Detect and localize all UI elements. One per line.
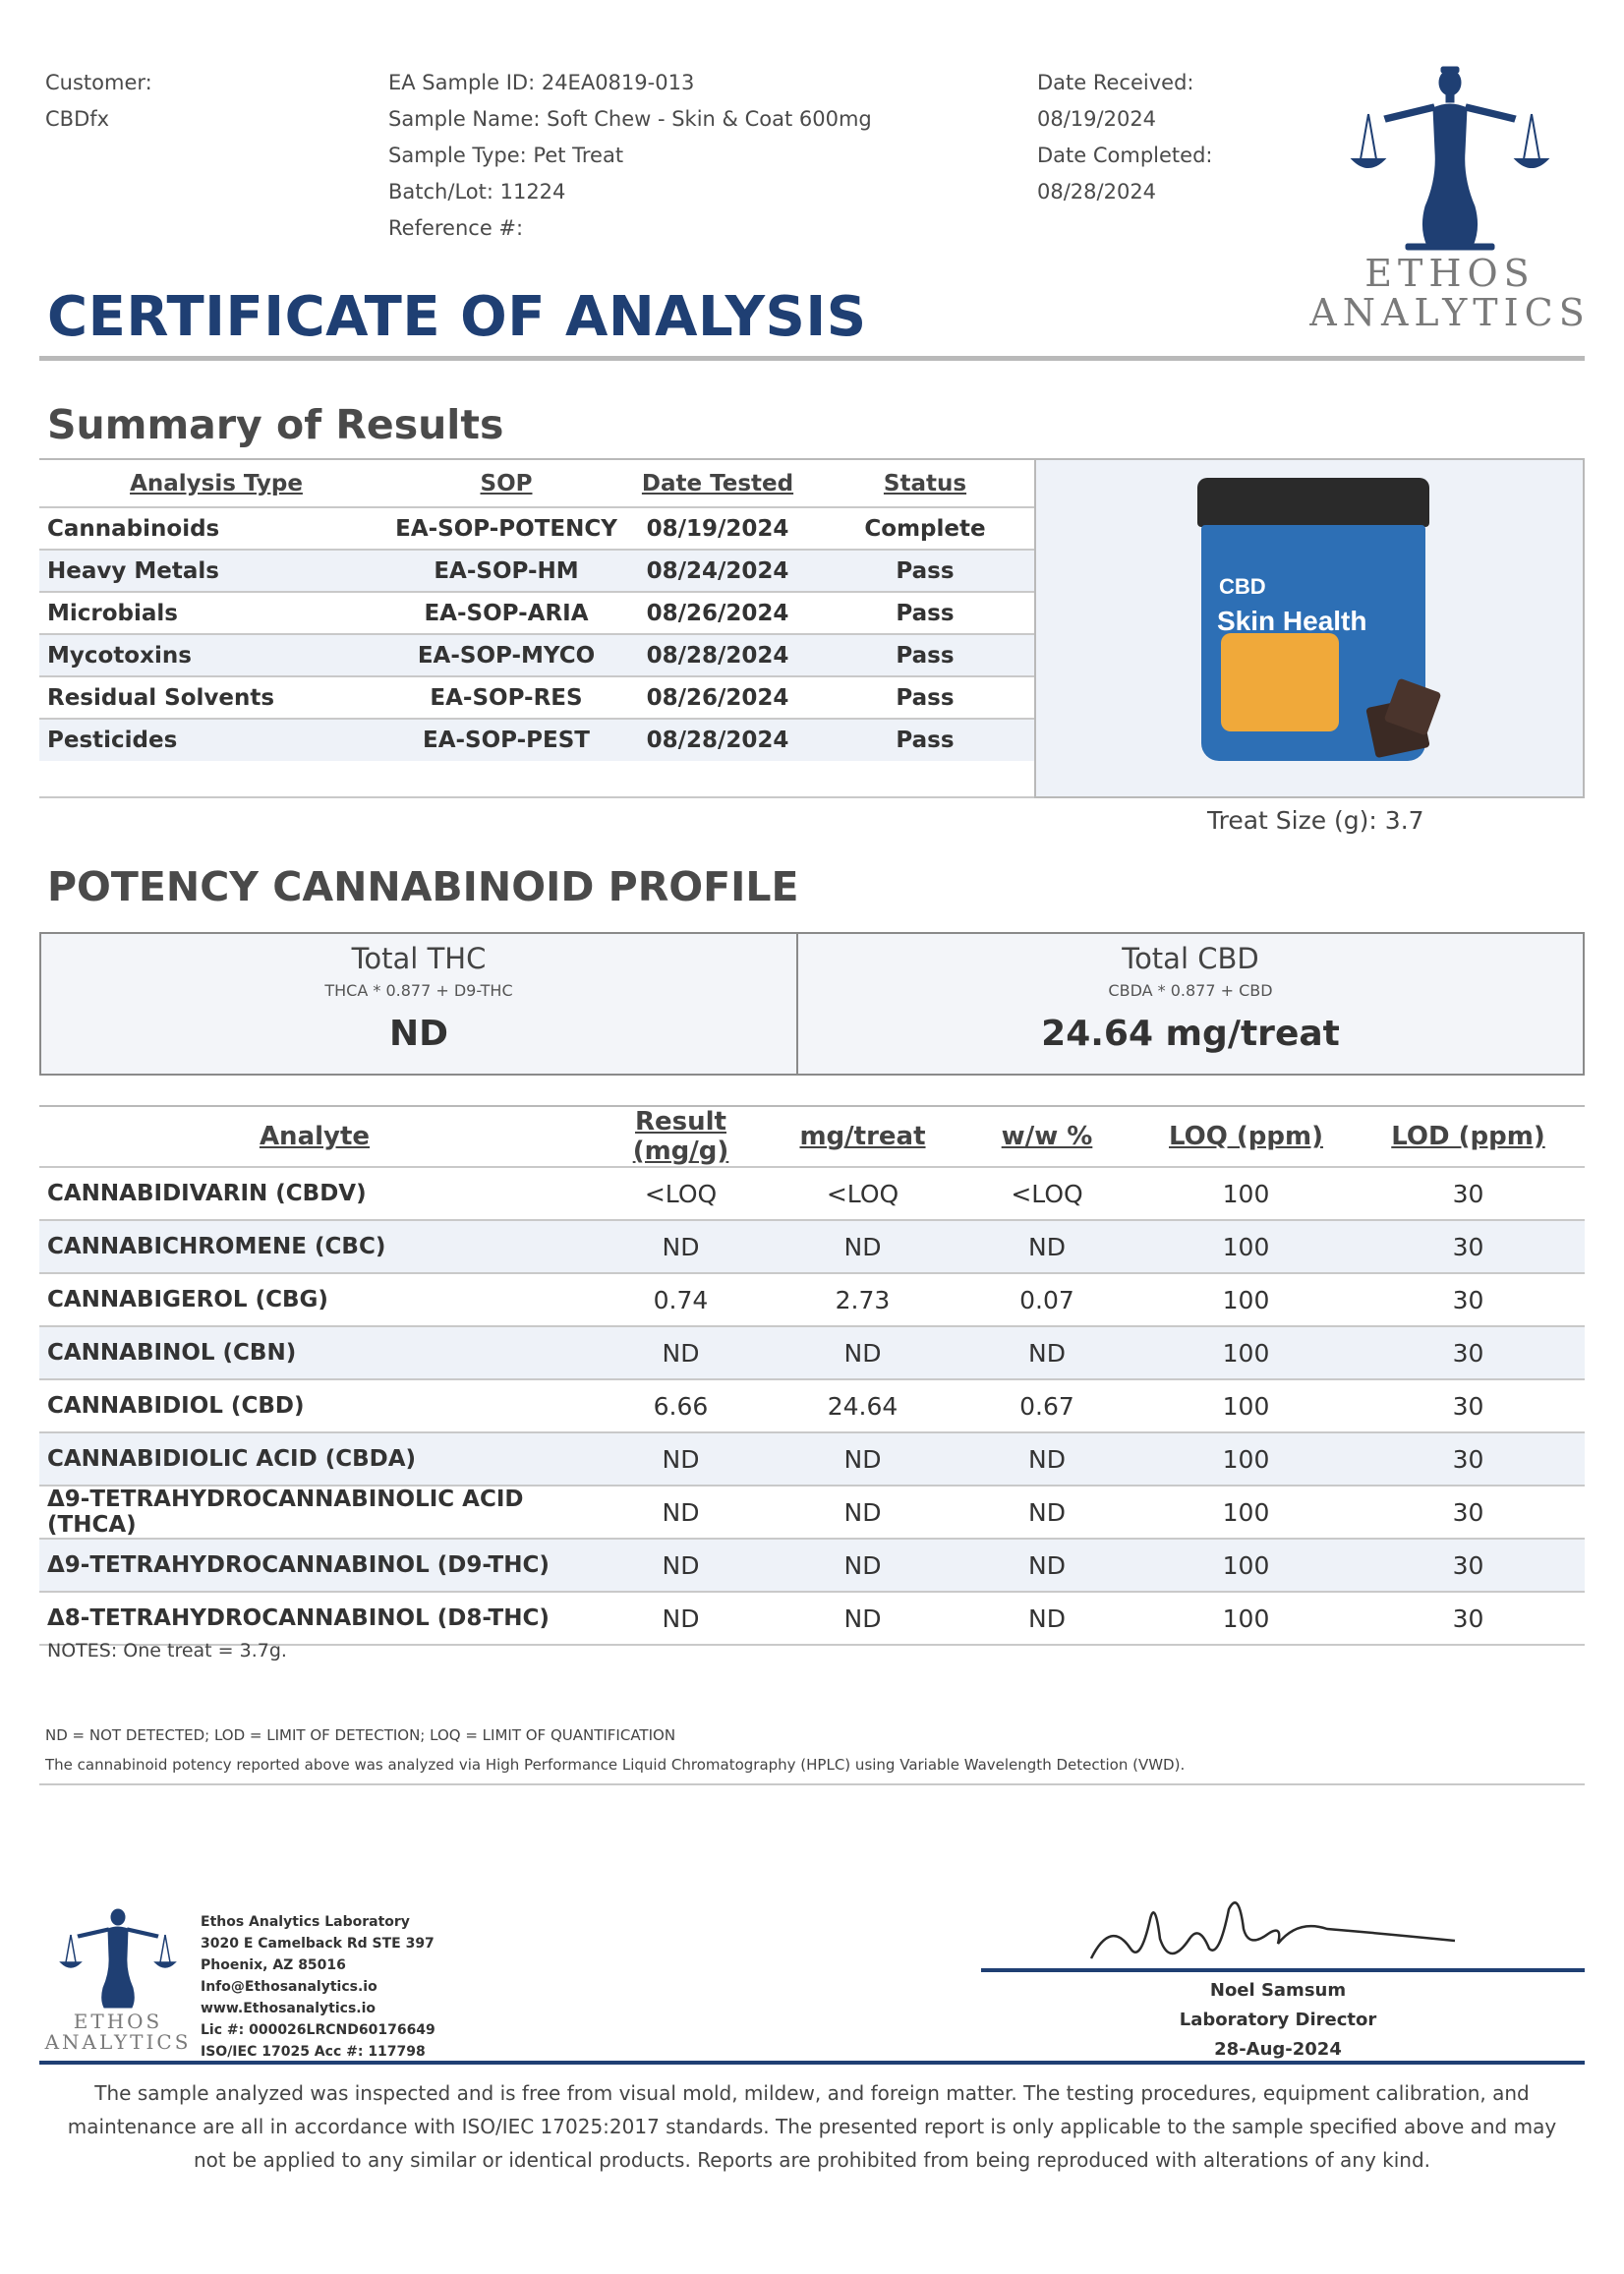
disclaimer-line2: maintenance are all in accordance with ISO/IEC 17025:2017 standards. The presented report is only applicable to the sample specified above and may: [67, 2115, 1557, 2138]
analyte-header: LOD (ppm): [1352, 1106, 1585, 1167]
ww-percent: <LOQ: [954, 1167, 1140, 1220]
date-completed: 08/28/2024: [1037, 180, 1157, 204]
justice-figure-icon: [39, 1905, 197, 2013]
logo-text: [1307, 254, 1593, 332]
disclaimer: [39, 2076, 1585, 2177]
table-row: [39, 1539, 1585, 1592]
dates-block: [1037, 65, 1212, 210]
table-row: [39, 507, 1034, 550]
mg-treat: ND: [772, 1326, 954, 1379]
logo-line2: ANALYTICS: [1309, 291, 1591, 334]
result-mg-g: ND: [590, 1326, 772, 1379]
mg-treat: <LOQ: [772, 1167, 954, 1220]
analyte-name: Δ8-TETRAHYDROCANNABINOL (D8-THC): [39, 1592, 590, 1645]
table-row: [39, 1167, 1585, 1220]
product-image-box: [1034, 458, 1585, 798]
sample-info-block: [388, 65, 872, 247]
method-note: The cannabinoid potency reported above was analyzed via High Performance Liquid Chromatography (HPLC) using Variable Wavelength Detection (VWD).: [45, 1756, 1186, 1774]
status: Pass: [816, 634, 1034, 676]
footer-logo: [39, 1905, 197, 2063]
summary-header: Analysis Type: [130, 470, 303, 496]
loq: 100: [1140, 1539, 1352, 1592]
analyte-name: CANNABIGEROL (CBG): [39, 1273, 590, 1326]
analyte-table: [39, 1105, 1585, 1646]
mg-treat: ND: [772, 1220, 954, 1273]
notes: NOTES: One treat = 3.7g.: [47, 1640, 287, 1662]
lab-name: Ethos Analytics Laboratory: [201, 1914, 410, 1930]
loq: 100: [1140, 1167, 1352, 1220]
footer-divider: [39, 2061, 1585, 2065]
table-row: [39, 592, 1034, 634]
table-row: [39, 676, 1034, 719]
analyte-name: CANNABIDIVARIN (CBDV): [39, 1167, 590, 1220]
analyte-header: Result (mg/g): [590, 1106, 772, 1167]
analyte-header: mg/treat: [772, 1106, 954, 1167]
result-mg-g: 6.66: [590, 1379, 772, 1432]
total-thc-box: [39, 932, 798, 1076]
analyte-header: Analyte: [39, 1106, 590, 1167]
loq: 100: [1140, 1273, 1352, 1326]
sample-name: Sample Name: Soft Chew - Skin & Coat 600mg: [388, 107, 872, 131]
table-row: [39, 1486, 1585, 1539]
justice-figure-icon: [1307, 61, 1593, 258]
signature-block: [1121, 1976, 1435, 2065]
total-cbd-label: Total CBD: [1122, 942, 1259, 975]
table-row: [39, 1326, 1585, 1379]
jar-brand: CBD: [1219, 574, 1266, 599]
lab-web: www.Ethosanalytics.io: [201, 2001, 377, 2016]
total-cbd-box: [796, 932, 1585, 1076]
analyte-name: CANNABINOL (CBN): [39, 1326, 590, 1379]
total-cbd-formula: CBDA * 0.877 + CBD: [1108, 981, 1273, 1000]
result-mg-g: ND: [590, 1486, 772, 1539]
total-thc-value: ND: [388, 1014, 448, 1054]
customer-block: [45, 65, 152, 138]
signer-role: Laboratory Director: [1179, 2010, 1377, 2030]
result-mg-g: ND: [590, 1432, 772, 1486]
table-row: [39, 1432, 1585, 1486]
ww-percent: ND: [954, 1592, 1140, 1645]
analyte-name: Δ9-TETRAHYDROCANNABINOLIC ACID (THCA): [39, 1486, 590, 1539]
potency-title: POTENCY CANNABINOID PROFILE: [47, 863, 799, 910]
sample-type: Sample Type: Pet Treat: [388, 144, 624, 167]
total-cbd-value: 24.64 mg/treat: [1041, 1014, 1340, 1054]
signature-scribble-icon: [1072, 1880, 1484, 1978]
lab-iso: ISO/IEC 17025 Acc #: 117798: [201, 2044, 426, 2060]
status: Complete: [816, 507, 1034, 550]
ww-percent: ND: [954, 1432, 1140, 1486]
sop: EA-SOP-HM: [393, 550, 619, 592]
loq: 100: [1140, 1432, 1352, 1486]
result-mg-g: ND: [590, 1539, 772, 1592]
treat-size: Treat Size (g): 3.7: [1207, 806, 1424, 835]
analysis-type: Heavy Metals: [39, 550, 393, 592]
customer-value: CBDfx: [45, 107, 110, 131]
ww-percent: ND: [954, 1220, 1140, 1273]
footer-logo-line1: ETHOS: [73, 2010, 163, 2033]
analyte-table-wrap: [39, 1105, 1585, 1646]
analyte-name: CANNABIDIOLIC ACID (CBDA): [39, 1432, 590, 1486]
mg-treat: 2.73: [772, 1273, 954, 1326]
reference: Reference #:: [388, 216, 524, 240]
table-row: [39, 1379, 1585, 1432]
lab-info-block: [201, 1911, 435, 2063]
mg-treat: ND: [772, 1432, 954, 1486]
lod: 30: [1352, 1486, 1585, 1539]
lod: 30: [1352, 1220, 1585, 1273]
lod: 30: [1352, 1432, 1585, 1486]
summary-table-wrap: [39, 458, 1034, 798]
batch-lot: Batch/Lot: 11224: [388, 180, 566, 204]
lab-address1: 3020 E Camelback Rd STE 397: [201, 1936, 435, 1952]
loq: 100: [1140, 1486, 1352, 1539]
sample-id: EA Sample ID: 24EA0819-013: [388, 71, 695, 94]
signature-date: 28-Aug-2024: [1214, 2039, 1342, 2060]
analysis-type: Residual Solvents: [39, 676, 393, 719]
summary-header: SOP: [480, 470, 533, 496]
signature-line: [981, 1968, 1585, 1972]
status: Pass: [816, 676, 1034, 719]
footer-logo-text: [39, 2012, 197, 2053]
table-row: [39, 634, 1034, 676]
lod: 30: [1352, 1326, 1585, 1379]
ww-percent: ND: [954, 1326, 1140, 1379]
ww-percent: 0.67: [954, 1379, 1140, 1432]
signature-image: [1072, 1880, 1484, 1978]
analysis-type: Mycotoxins: [39, 634, 393, 676]
lab-email: Info@Ethosanalytics.io: [201, 1979, 377, 1995]
mg-treat: ND: [772, 1486, 954, 1539]
status: Pass: [816, 719, 1034, 761]
customer-label: Customer:: [45, 71, 152, 94]
result-mg-g: <LOQ: [590, 1167, 772, 1220]
logo-line1: ETHOS: [1364, 252, 1536, 295]
jar-product-name: Skin Health: [1217, 606, 1367, 636]
sop: EA-SOP-ARIA: [393, 592, 619, 634]
table-row: [39, 1220, 1585, 1273]
mg-treat: ND: [772, 1592, 954, 1645]
summary-header: Status: [883, 470, 967, 496]
sop: EA-SOP-PEST: [393, 719, 619, 761]
date-completed-label: Date Completed:: [1037, 144, 1213, 167]
summary-header: Date Tested: [641, 470, 794, 496]
analyte-header: LOQ (ppm): [1140, 1106, 1352, 1167]
loq: 100: [1140, 1592, 1352, 1645]
status: Pass: [816, 550, 1034, 592]
mg-treat: ND: [772, 1539, 954, 1592]
lod: 30: [1352, 1592, 1585, 1645]
total-thc-label: Total THC: [351, 942, 487, 975]
analyte-name: CANNABICHROMENE (CBC): [39, 1220, 590, 1273]
table-row: [39, 550, 1034, 592]
status: Pass: [816, 592, 1034, 634]
analysis-type: Microbials: [39, 592, 393, 634]
lab-license: Lic #: 000026LRCND60176649: [201, 2022, 435, 2038]
disclaimer-line3: not be applied to any similar or identical products. Reports are prohibited from being reproduced with alterations of any kind.: [193, 2148, 1431, 2172]
analyte-name: CANNABIDIOL (CBD): [39, 1379, 590, 1432]
page-title: CERTIFICATE OF ANALYSIS: [47, 285, 867, 349]
footer-logo-line2: ANALYTICS: [44, 2030, 192, 2054]
lab-address2: Phoenix, AZ 85016: [201, 1957, 346, 1973]
disclaimer-line1: The sample analyzed was inspected and is free from visual mold, mildew, and foreign matter. The testing procedures, equipment calibration, and: [94, 2081, 1530, 2105]
total-thc-formula: THCA * 0.877 + D9-THC: [324, 981, 513, 1000]
date-tested: 08/28/2024: [619, 634, 816, 676]
ww-percent: 0.07: [954, 1273, 1140, 1326]
sop: EA-SOP-MYCO: [393, 634, 619, 676]
sop: EA-SOP-RES: [393, 676, 619, 719]
analysis-type: Pesticides: [39, 719, 393, 761]
summary-table: [39, 460, 1034, 761]
analyte-header-row: [39, 1106, 1585, 1167]
analyte-name: Δ9-TETRAHYDROCANNABINOL (D9-THC): [39, 1539, 590, 1592]
sop: EA-SOP-POTENCY: [393, 507, 619, 550]
ww-percent: ND: [954, 1486, 1140, 1539]
summary-header-row: [39, 460, 1034, 507]
date-received-label: Date Received:: [1037, 71, 1194, 94]
lod: 30: [1352, 1539, 1585, 1592]
loq: 100: [1140, 1379, 1352, 1432]
mg-treat: 24.64: [772, 1379, 954, 1432]
result-mg-g: 0.74: [590, 1273, 772, 1326]
jar-lid: [1197, 478, 1429, 527]
summary-title: Summary of Results: [47, 401, 504, 448]
date-tested: 08/24/2024: [619, 550, 816, 592]
signer-name: Noel Samsum: [1209, 1980, 1347, 2001]
result-mg-g: ND: [590, 1592, 772, 1645]
ww-percent: ND: [954, 1539, 1140, 1592]
ethos-logo: [1307, 61, 1593, 346]
legend-note: ND = NOT DETECTED; LOD = LIMIT OF DETECTION; LOQ = LIMIT OF QUANTIFICATION: [45, 1726, 676, 1744]
analyte-header: w/w %: [954, 1106, 1140, 1167]
date-tested: 08/19/2024: [619, 507, 816, 550]
date-tested: 08/28/2024: [619, 719, 816, 761]
result-mg-g: ND: [590, 1220, 772, 1273]
table-row: [39, 1273, 1585, 1326]
jar-label-orange: [1221, 633, 1339, 731]
lod: 30: [1352, 1167, 1585, 1220]
date-tested: 08/26/2024: [619, 676, 816, 719]
loq: 100: [1140, 1326, 1352, 1379]
date-received: 08/19/2024: [1037, 107, 1157, 131]
date-tested: 08/26/2024: [619, 592, 816, 634]
lod: 30: [1352, 1273, 1585, 1326]
title-divider: [39, 356, 1585, 361]
analysis-type: Cannabinoids: [39, 507, 393, 550]
table-row: [39, 719, 1034, 761]
loq: 100: [1140, 1220, 1352, 1273]
table-row: [39, 1592, 1585, 1645]
notes-divider: [39, 1783, 1585, 1785]
lod: 30: [1352, 1379, 1585, 1432]
product-jar-image: [1197, 478, 1429, 773]
